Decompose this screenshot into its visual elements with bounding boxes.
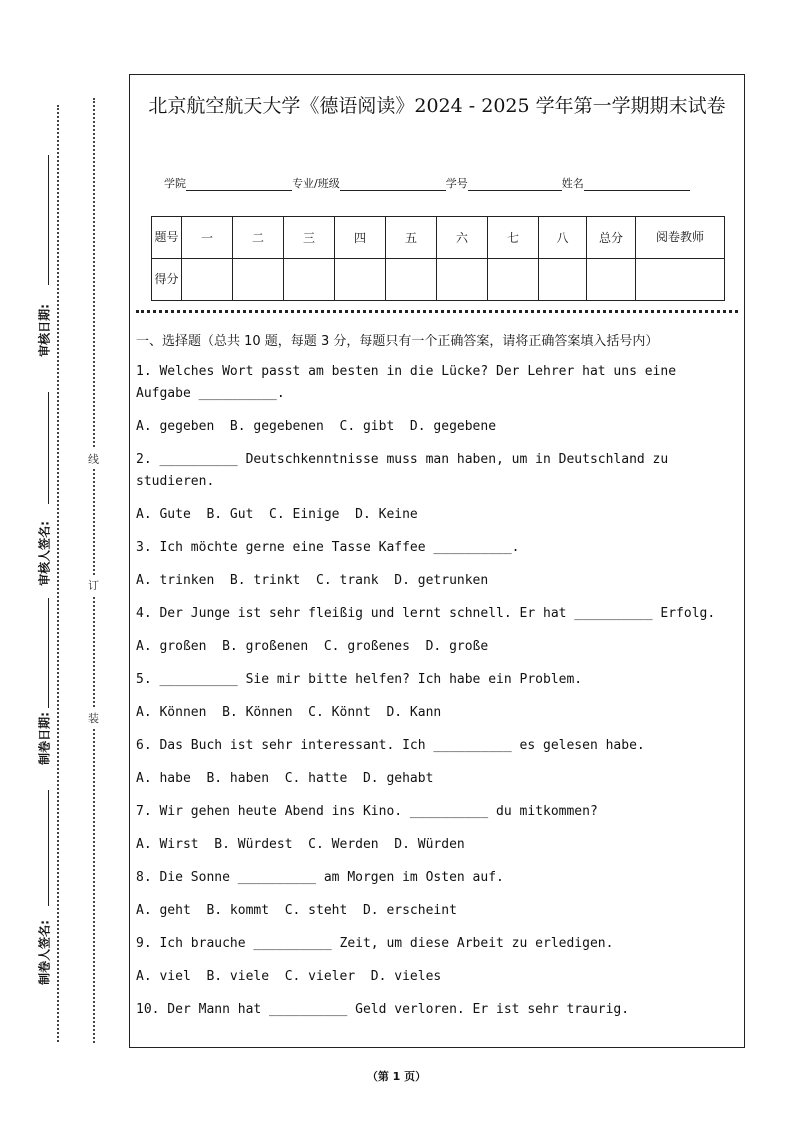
question-6-options: A. habe B. haben C. hatte D. gehabt	[136, 771, 434, 786]
score-row-header: 得分	[152, 259, 182, 301]
score-cell[interactable]	[233, 259, 284, 301]
question-number-header: 题号	[152, 217, 182, 259]
name-label: 姓名	[561, 177, 584, 190]
question-7-options: A. Wirst B. Würdest C. Werden D. Würden	[136, 837, 465, 852]
review-date-line	[48, 155, 49, 285]
score-cell[interactable]	[284, 259, 335, 301]
maker-date-line	[48, 598, 49, 708]
question-5: 5. __________ Sie mir bitte helfen? Ich habe ein Problem.	[136, 672, 583, 687]
binding-fold-char: 装	[88, 708, 99, 728]
question-9: 9. Ich brauche __________ Zeit, um diese Arbeit zu erledigen.	[136, 936, 614, 951]
student-id-field[interactable]	[468, 178, 562, 191]
section-1-heading: 一、选择题（总共 10 题，每题 3 分，每题只有一个正确答案，请将正确答案填入括号内）	[136, 334, 659, 349]
maker-sign-label: 制卷人签名:	[37, 920, 52, 985]
binding-dotted-line	[93, 98, 95, 1043]
maker-sign-line	[48, 790, 49, 906]
score-cell[interactable]	[437, 259, 488, 301]
score-col-6: 六	[437, 217, 488, 259]
score-col-7: 七	[488, 217, 539, 259]
maker-date-label: 制卷日期:	[37, 712, 52, 765]
question-3: 3. Ich möchte gerne eine Tasse Kaffee __________.	[136, 540, 520, 555]
question-1: 1. Welches Wort passt am besten in die Lücke? Der Lehrer hat uns eine Aufgabe __________.	[136, 364, 684, 401]
score-col-4: 四	[335, 217, 386, 259]
score-col-2: 二	[233, 217, 284, 259]
question-3-options: A. trinken B. trinkt C. trank D. getrunken	[136, 573, 489, 588]
score-cell-grader[interactable]	[636, 259, 725, 301]
question-7: 7. Wir gehen heute Abend ins Kino. __________ du mitkommen?	[136, 804, 598, 819]
binding-line-char: 线	[88, 449, 99, 469]
question-4: 4. Der Junge ist sehr fleißig und lernt schnell. Er hat __________ Erfolg.	[136, 606, 716, 621]
question-5-options: A. Können B. Können C. Könnt D. Kann	[136, 705, 442, 720]
review-date-label: 审核日期:	[37, 304, 52, 357]
score-col-1: 一	[182, 217, 233, 259]
question-8-options: A. geht B. kommt C. steht D. erscheint	[136, 903, 457, 918]
college-field[interactable]	[186, 178, 292, 191]
major-label: 专业/班级	[292, 177, 340, 190]
page-number: （第 1 页）	[366, 1070, 427, 1083]
question-2: 2. __________ Deutschkenntnisse muss man haben, um in Deutschland zu studieren.	[136, 452, 677, 489]
score-cell-total[interactable]	[587, 259, 636, 301]
score-cell[interactable]	[488, 259, 539, 301]
questions-section	[136, 331, 736, 1032]
college-label: 学院	[164, 177, 186, 190]
binding-staple-char: 订	[88, 575, 99, 595]
major-field[interactable]	[340, 178, 446, 191]
student-info-line	[164, 175, 690, 191]
score-col-5: 五	[386, 217, 437, 259]
score-col-grader: 阅卷教师	[636, 217, 725, 259]
question-1-options: A. gegeben B. gegebenen C. gibt D. gegebene	[136, 419, 497, 434]
exam-title: 北京航空航天大学《德语阅读》2024 - 2025 学年第一学期期末试卷	[148, 95, 726, 117]
student-id-label: 学号	[445, 177, 468, 190]
question-6: 6. Das Buch ist sehr interessant. Ich __________ es gelesen habe.	[136, 738, 645, 753]
question-2-options: A. Gute B. Gut C. Einige D. Keine	[136, 507, 418, 522]
reviewer-sign-label: 审核人签名:	[37, 521, 52, 586]
score-col-total: 总分	[587, 217, 636, 259]
left-dotted-margin	[57, 105, 59, 1042]
score-table	[151, 216, 725, 301]
question-9-options: A. viel B. viele C. vieler D. vieles	[136, 969, 442, 984]
question-4-options: A. großen B. großenen C. großenes D. große	[136, 639, 489, 654]
score-cell[interactable]	[182, 259, 233, 301]
question-10: 10. Der Mann hat __________ Geld verloren. Er ist sehr traurig.	[136, 1002, 630, 1017]
score-cell[interactable]	[335, 259, 386, 301]
question-8: 8. Die Sonne __________ am Morgen im Osten auf.	[136, 870, 504, 885]
reviewer-sign-line	[48, 392, 49, 504]
section-divider	[136, 310, 738, 313]
exam-frame	[129, 74, 745, 1048]
name-field[interactable]	[584, 178, 690, 191]
score-cell[interactable]	[386, 259, 437, 301]
score-col-3: 三	[284, 217, 335, 259]
score-col-8: 八	[539, 217, 587, 259]
score-cell[interactable]	[539, 259, 587, 301]
